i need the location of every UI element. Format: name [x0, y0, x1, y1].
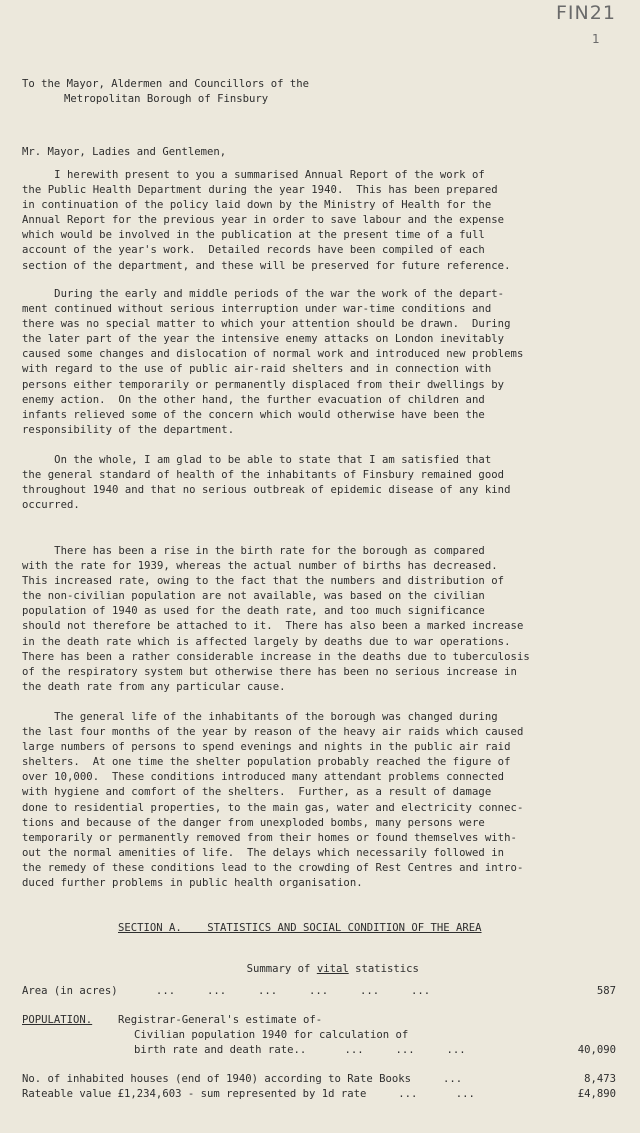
address-line-1: To the Mayor, Aldermen and Councillors of the — [22, 78, 310, 90]
paragraph-2: During the early and middle periods of the war the work of the depart- ment continued without serious interruption under war-time conditions and there was no special matter to which your attention should be drawn. During the later part of the year the intensive enemy attacks on London inevitably caused some changes and dislocation of normal work and introduced new problems with regard to the use of public air-raid shelters and in connection with persons either temporarily or permanently displaced from their dwellings by enemy action. On the other hand, the further evacuation of children and infants relieved some of the concern which would otherwise have been the responsibility of the department. — [22, 288, 524, 436]
paragraph-3: On the whole, I am glad to be able to state that I am satisfied that the general standard of health of the inhabitants of Finsbury remained good throughout 1940 and that no serious outbreak of epidemic disease of any kind occurred. — [22, 454, 511, 512]
area-value: 587 — [596, 985, 616, 997]
population-label: POPULATION. — [22, 1014, 93, 1026]
rateable-value: £4,890 — [577, 1088, 616, 1100]
paragraph-1: I herewith present to you a summarised Annual Report of the work of the Public Health Department during the year 1940. This has been prepared in continuation of the policy laid down by the Ministry of Health for the Annual Report for the previous year in order to save labour and the expense which would be involved in the publication at the present time of a full account of the year's work. Detailed records have been compiled of each section of the department, and these will be preserved for future reference. — [22, 169, 511, 272]
population-value: 40,090 — [577, 1044, 616, 1056]
houses-label: No. of inhabited houses (end of 1940) according to Rate Books ... — [22, 1073, 463, 1085]
file-reference-annotation: FIN21 — [556, 2, 616, 24]
area-label: Area (in acres) ... ... ... ... ... ... — [22, 985, 431, 997]
paragraph-5: The general life of the inhabitants of the borough was changed during the last four months of the year by reason of the heavy air raids which caused large numbers of persons to spend evenings and nights in the public air raid shelters. At one time the shelter population probably reached the figure of over 10,000. These conditions introduced many attendant problems connected with hygiene and comfort of the shelters. Further, as a result of damage done to residential properties, to the main gas, water and electricity connec- tions and because of the danger from unexploded bombs, many persons were temporarily or permanently removed from their homes or found themselves with- out the normal amenities of life. The delays which necessarily followed in the remedy of these conditions lead to the crowding of Rest Centres and intro- duced further problems in public health organisation. — [22, 711, 524, 890]
population-line-2: Civilian population 1940 for calculation of — [134, 1029, 409, 1041]
population-line-3: birth rate and death rate.. ... ... ... — [134, 1044, 466, 1056]
address-line-2: Metropolitan Borough of Finsbury — [64, 93, 269, 105]
subheading-underlined: vital — [316, 963, 349, 975]
section-heading: SECTION A. STATISTICS AND SOCIAL CONDITION OF THE AREA — [118, 922, 482, 934]
paragraph-4: There has been a rise in the birth rate for the borough as compared with the rate for 1939, whereas the actual number of births has decreased. This increased rate, owing to the fact that the numbers and distribution of the non-civilian population are not available, was based on the civilian population of 1940 as used for the death rate, and too much significance should not therefore be attached to it. There has also been a marked increase in the death rate which is affected largely by deaths due to war operations. There has been a rather considerable increase in the deaths due to tuberculosis of the respiratory system but otherwise there has been no serious increase in the death rate from any particular cause. — [22, 545, 530, 693]
salutation: Mr. Mayor, Ladies and Gentlemen, — [22, 146, 227, 158]
houses-value: 8,473 — [584, 1073, 616, 1085]
page-number: 1 — [592, 32, 600, 46]
section-subheading — [0, 951, 640, 987]
subheading-pre: Summary of — [246, 963, 317, 975]
population-line-1: Registrar-General's estimate of- — [118, 1014, 323, 1026]
subheading-post: statistics — [348, 963, 419, 975]
rateable-label: Rateable value £1,234,603 - sum represented by 1d rate ... ... — [22, 1088, 475, 1100]
